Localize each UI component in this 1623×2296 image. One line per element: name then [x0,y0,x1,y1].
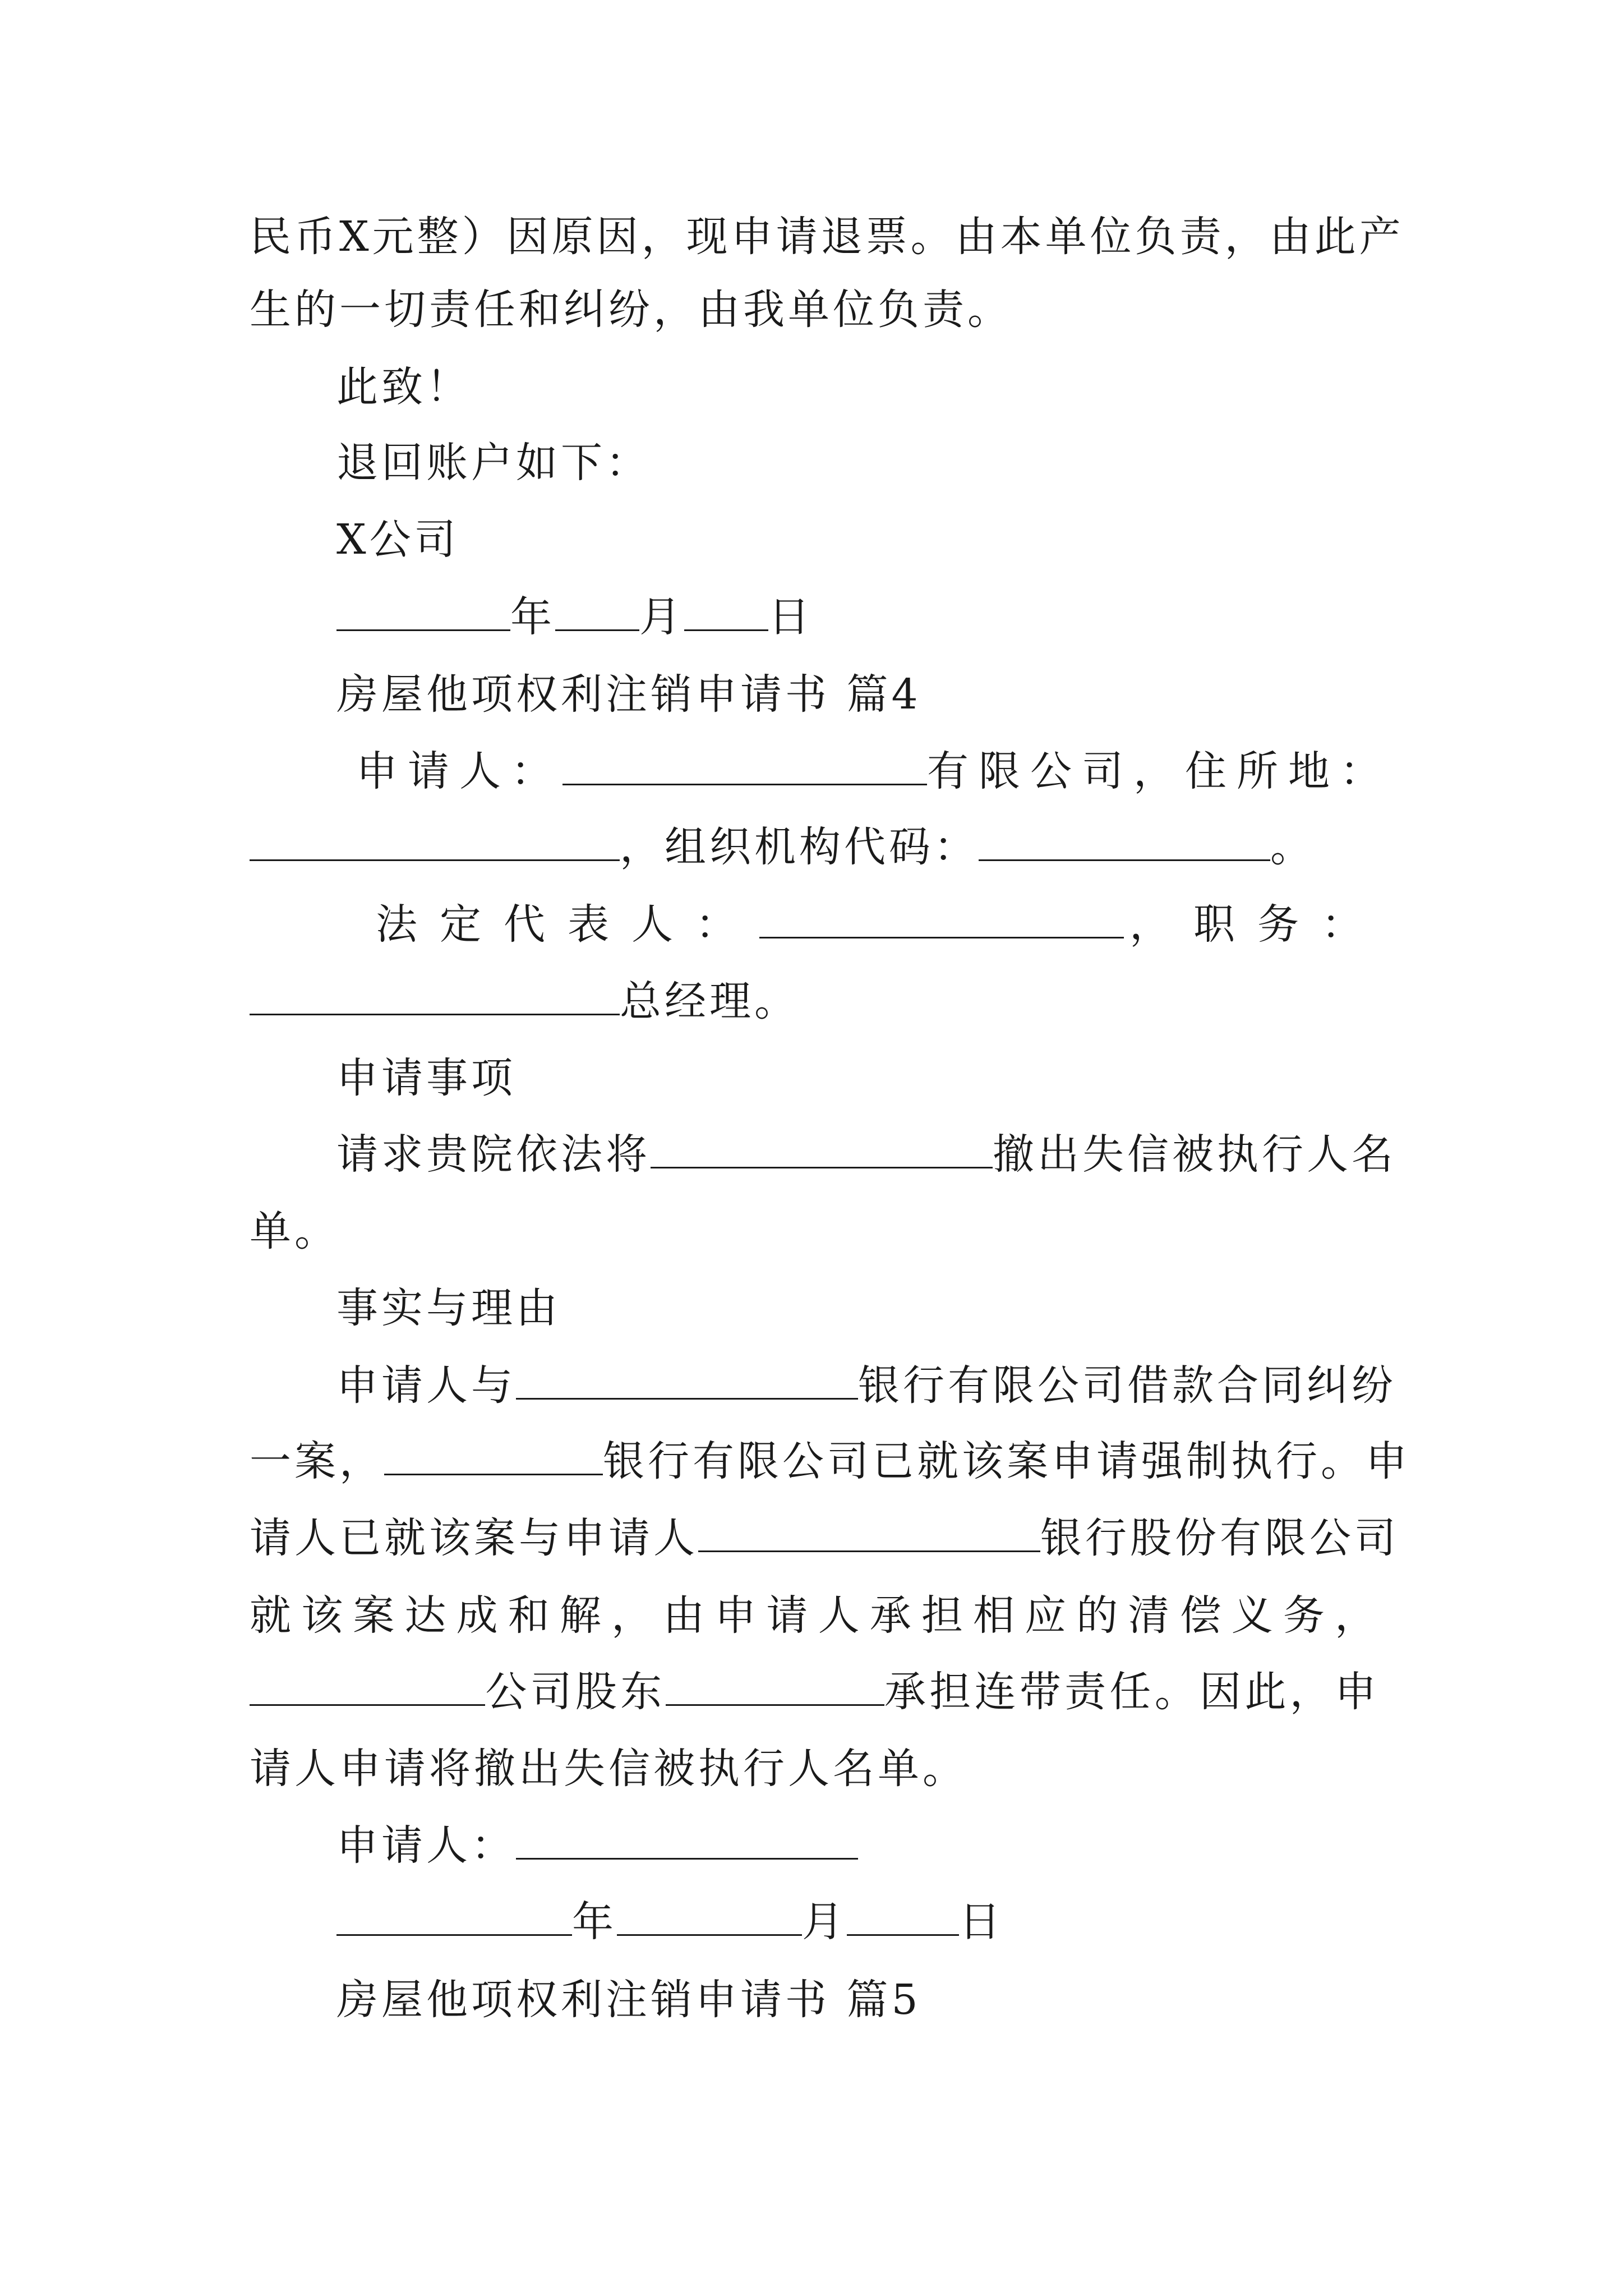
request-line [336,1126,1396,1182]
rep-blank [759,898,1124,938]
signature-line [336,1818,858,1874]
day-blank-2 [847,1895,959,1936]
day-blank [684,590,768,631]
date-line-1 [336,589,813,645]
month-blank-2 [617,1895,802,1936]
shareholder-blank [666,1665,884,1706]
signature-label: 申请人： [336,1821,516,1870]
bank-blank-1 [516,1359,858,1400]
facts-l5-mid: 公司股东 [485,1668,666,1716]
year-blank [336,590,510,631]
month-label-2: 月 [802,1898,847,1946]
day-label-2: 日 [959,1898,1004,1946]
date-line-2 [336,1894,1004,1950]
facts-l5-suffix: 承担连带责任。因此，申 [884,1668,1380,1716]
org-code-end: 。 [1270,823,1315,871]
company-blank-2 [250,1665,485,1706]
rep-label: 法定代表人： [376,900,759,949]
org-code-blank [979,820,1270,861]
facts-l3-prefix: 请人已就该案与申请人 [250,1514,698,1562]
body-line-1: 民币X元整）因原因，现申请退票。由本单位负责，由此产 [250,213,1404,261]
body-line-2: 生的一切责任和纠纷，由我单位负责。 [250,286,1012,334]
request-blank [651,1128,993,1168]
signature-blank [516,1819,858,1860]
request-suffix: 撤出失信被执行人名 [993,1130,1396,1179]
facts-l1-prefix: 申请人与 [336,1361,516,1410]
day-label: 日 [768,593,813,641]
year-label-2: 年 [572,1898,617,1946]
company-blank [562,744,927,785]
refund-account-label: 退回账户如下： [336,439,651,487]
facts-l1-suffix: 银行有限公司借款合同纠纷 [858,1361,1396,1410]
facts-l2-prefix: 一案， [250,1437,384,1485]
org-code-line [250,819,1315,875]
salutation: 此致！ [336,363,471,411]
year-blank-2 [336,1895,572,1936]
position-blank [250,974,620,1015]
year-label: 年 [510,593,555,641]
section-4-title: 房屋他项权利注销申请书 篇4 [336,670,921,719]
facts-line-3 [250,1510,1399,1566]
facts-l2-suffix: 银行有限公司已就该案申请强制执行。申 [603,1437,1410,1485]
position-value: 总经理。 [620,977,799,1025]
bank-blank-3 [698,1511,1040,1552]
month-blank [555,590,639,631]
org-code-label: ，组织机构代码： [620,823,979,871]
rep-line [376,896,1380,953]
company-name: X公司 [336,516,459,564]
bank-blank-2 [384,1434,603,1475]
facts-line-6: 请人申请将撤出失信被执行人名单。 [250,1745,967,1793]
section-5-title: 房屋他项权利注销申请书 篇5 [336,1976,921,2024]
request-prefix: 请求贵院依法将 [336,1130,651,1179]
request-wrap: 单。 [250,1207,339,1255]
facts-line-2 [250,1433,1410,1489]
facts-line-5 [250,1664,1380,1720]
request-heading: 申请事项 [336,1054,516,1102]
facts-l3-suffix: 银行股份有限公司 [1040,1514,1399,1562]
facts-line-4: 就该案达成和解，由申请人承担相应的清偿义务， [250,1591,1380,1640]
position-line [250,973,799,1029]
address-blank [250,820,620,861]
facts-line-1 [336,1358,1396,1414]
month-label: 月 [639,593,684,641]
company-suffix: 有限公司，住所地： [927,747,1391,795]
position-label: ，职务： [1124,900,1380,949]
applicant-line [356,743,1391,799]
facts-heading: 事实与理由 [336,1284,561,1332]
applicant-label: 申请人： [356,747,562,795]
